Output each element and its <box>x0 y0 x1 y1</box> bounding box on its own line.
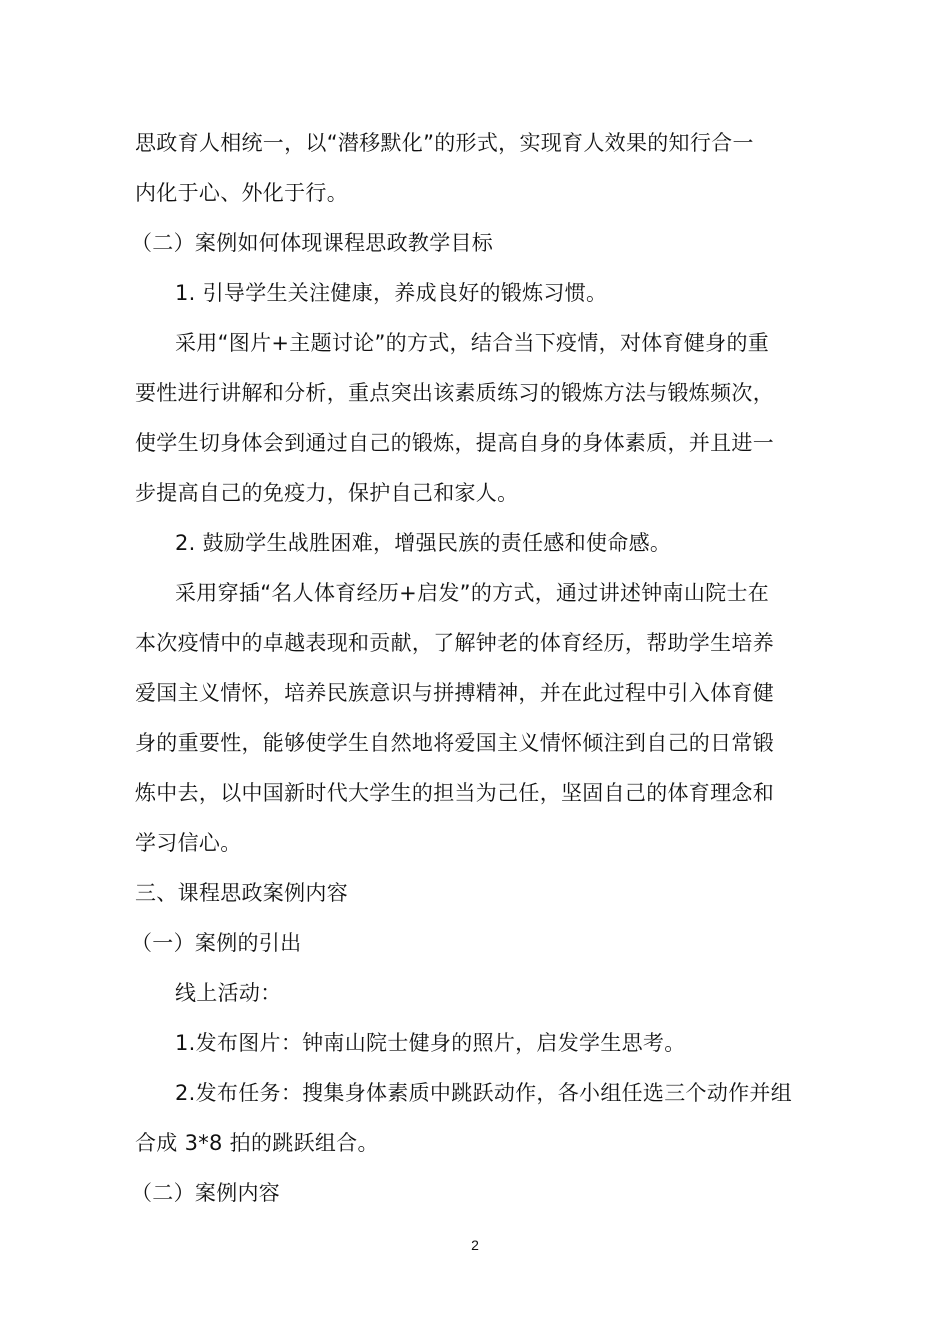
paragraph-line: 线上活动： <box>175 981 282 1005</box>
subsection-heading: （一）案例的引出 <box>131 931 302 955</box>
paragraph-line: 合成 3*8 拍的跳跃组合。 <box>135 1131 379 1155</box>
paragraph-line: 炼中去，以中国新时代大学生的担当为己任，坚固自己的体育理念和 <box>135 781 774 805</box>
paragraph-line: 学习信心。 <box>135 831 242 855</box>
paragraph-line: 内化于心、外化于行。 <box>135 181 348 205</box>
paragraph-line: 本次疫情中的卓越表现和贡献，了解钟老的体育经历，帮助学生培养 <box>135 631 774 655</box>
subsection-heading: （二）案例如何体现课程思政教学目标 <box>131 231 494 255</box>
numbered-item: 1. 引导学生关注健康，养成良好的锻炼习惯。 <box>175 281 608 305</box>
paragraph-line: 采用穿插“名人体育经历+启发”的方式，通过讲述钟南山院士在 <box>175 581 770 605</box>
numbered-item: 1.发布图片：钟南山院士健身的照片，启发学生思考。 <box>175 1031 686 1055</box>
paragraph-line: 思政育人相统一，以“潜移默化”的形式，实现育人效果的知行合一 <box>135 131 754 155</box>
paragraph-line: 步提高自己的免疫力，保护自己和家人。 <box>135 481 519 505</box>
document-body <box>131 118 825 1218</box>
numbered-item: 2. 鼓励学生战胜困难，增强民族的责任感和使命感。 <box>175 531 672 555</box>
paragraph-line: 采用“图片+主题讨论”的方式，结合当下疫情，对体育健身的重 <box>175 331 770 355</box>
paragraph-line: 身的重要性，能够使学生自然地将爱国主义情怀倾注到自己的日常锻 <box>135 731 774 755</box>
section-heading: 三、课程思政案例内容 <box>135 881 348 905</box>
paragraph-line: 使学生切身体会到通过自己的锻炼，提高自身的身体素质，并且进一 <box>135 431 774 455</box>
page-number: 2 <box>471 1237 479 1253</box>
subsection-heading: （二）案例内容 <box>131 1181 281 1205</box>
paragraph-line: 要性进行讲解和分析，重点突出该素质练习的锻炼方法与锻炼频次， <box>135 381 774 405</box>
paragraph-line: 爱国主义情怀，培养民族意识与拼搏精神，并在此过程中引入体育健 <box>135 681 774 705</box>
numbered-item: 2.发布任务：搜集身体素质中跳跃动作，各小组任选三个动作并组 <box>175 1081 793 1105</box>
